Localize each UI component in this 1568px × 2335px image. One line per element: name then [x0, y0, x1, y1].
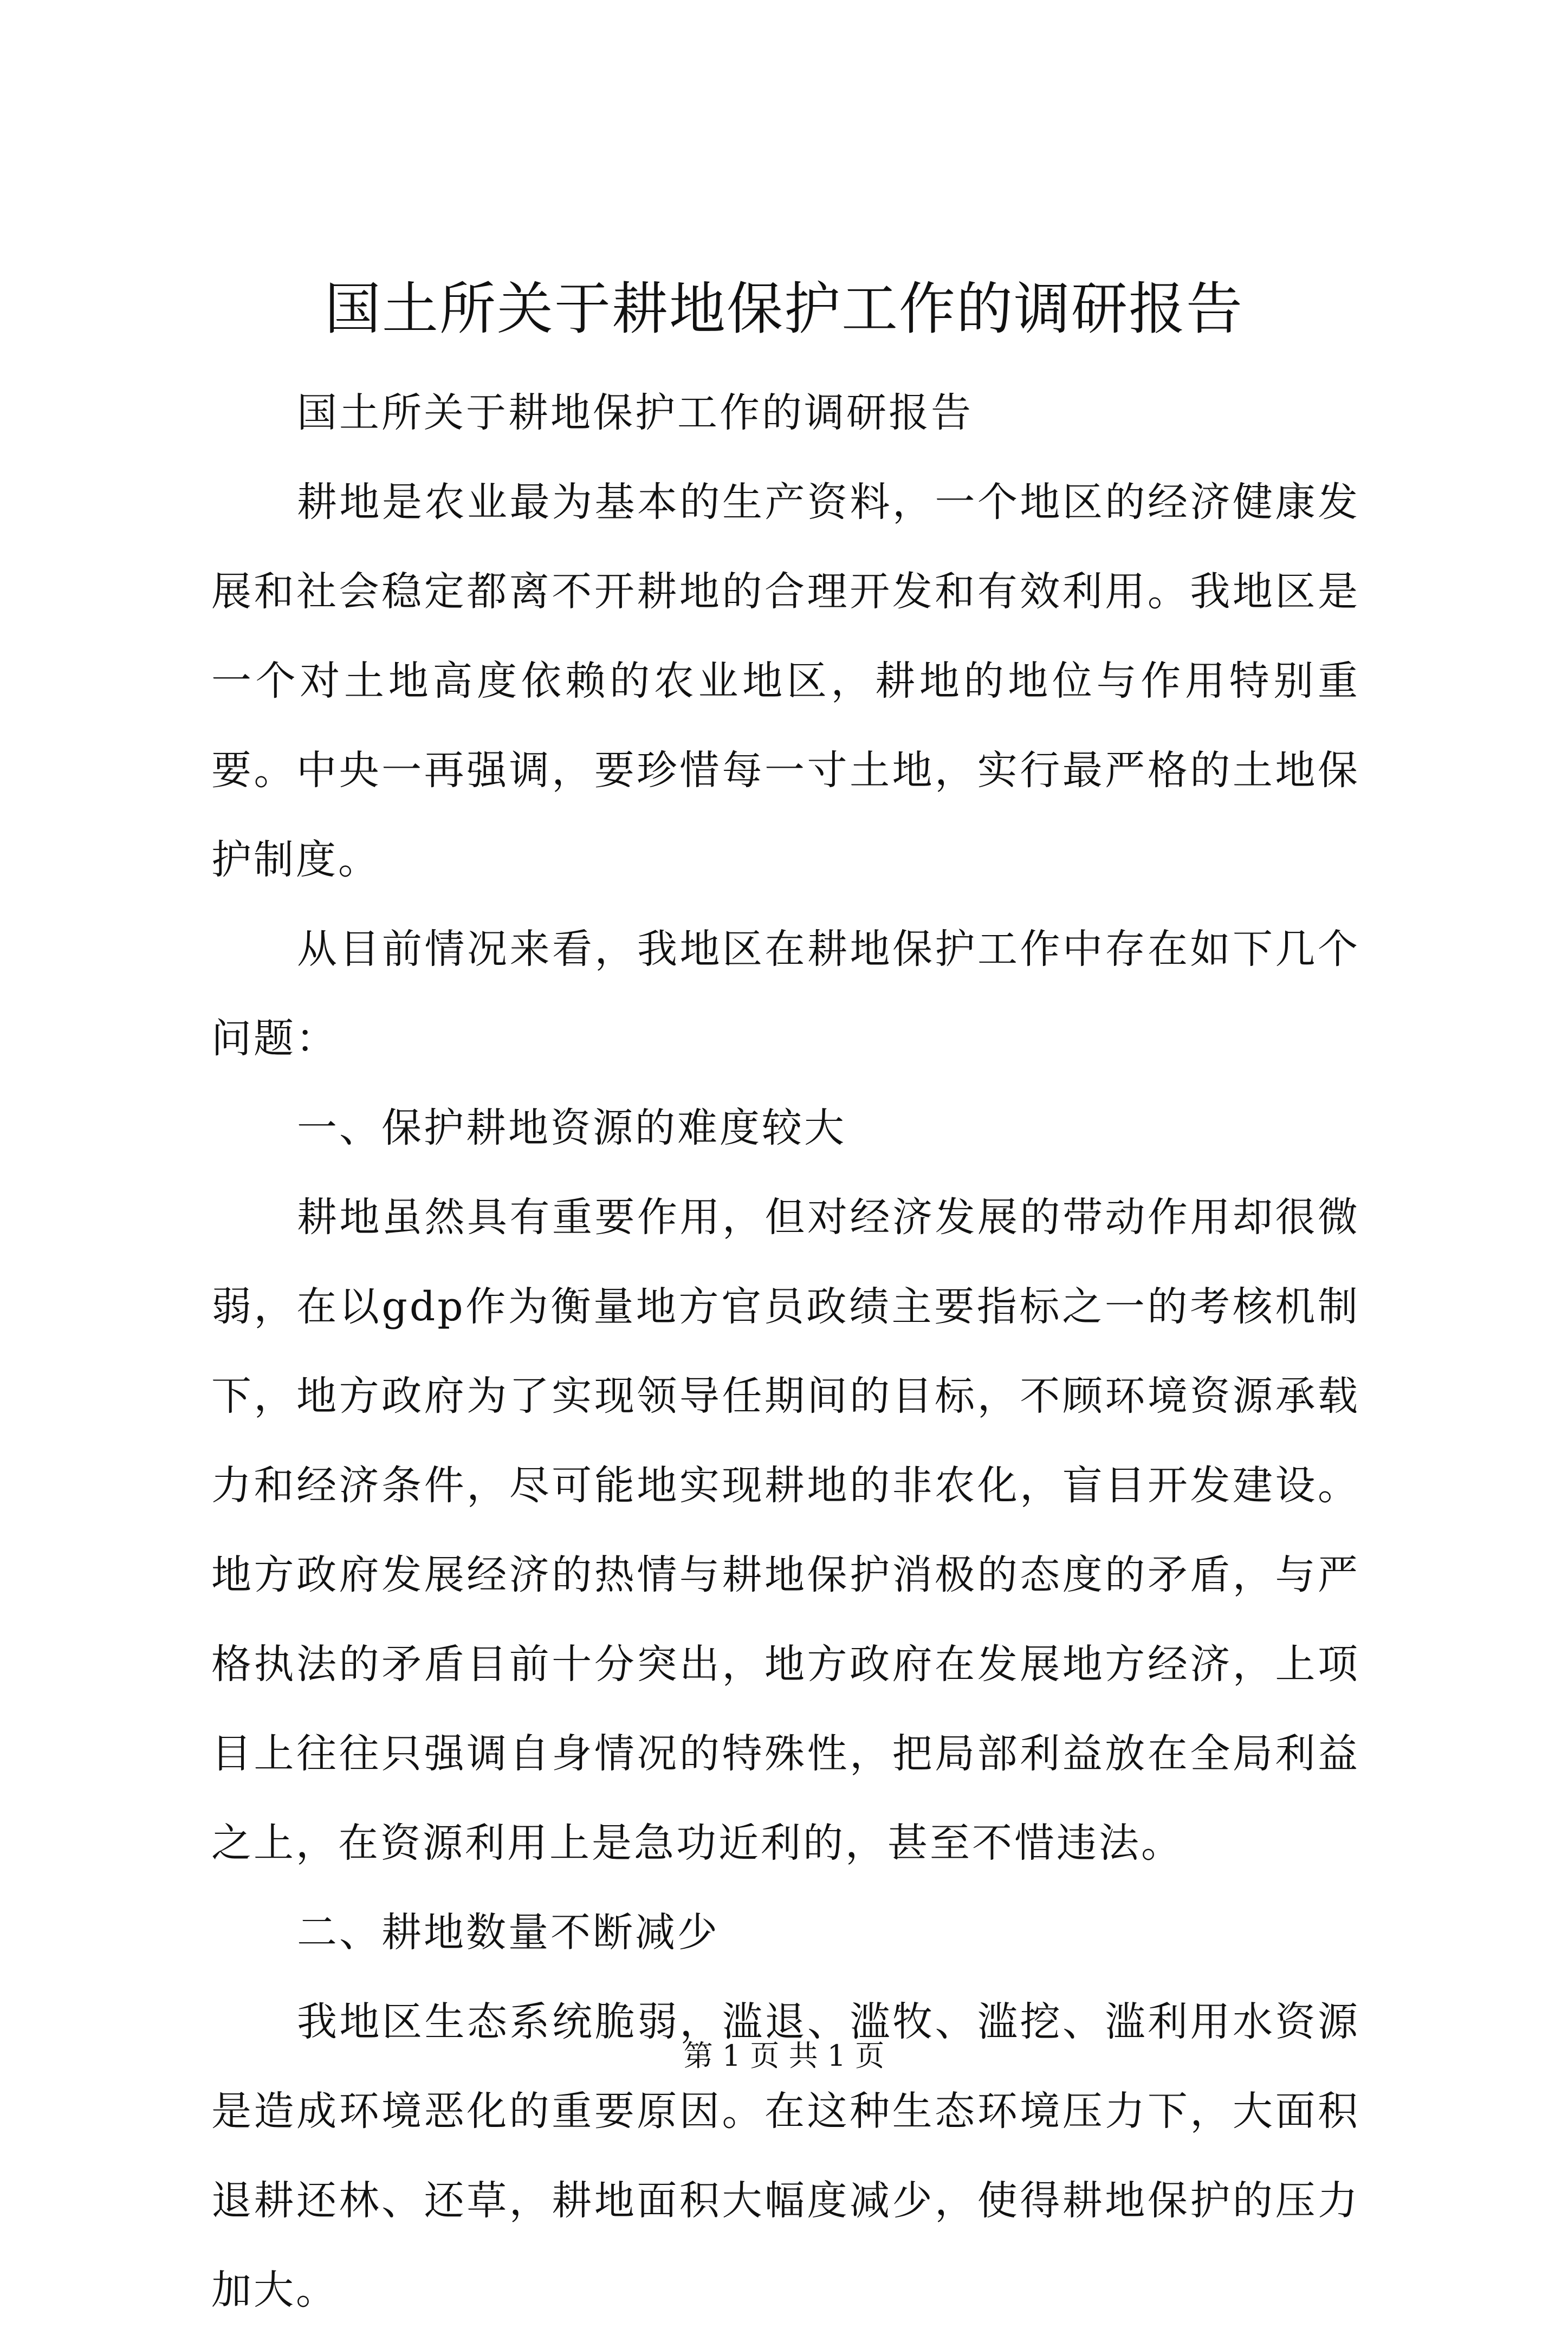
paragraph-subtitle: 国土所关于耕地保护工作的调研报告 — [297, 390, 973, 436]
section-heading-2: 二、耕地数量不断减少 — [297, 1909, 720, 1956]
paragraph-intro: 耕地是农业最为基本的生产资料，一个地区的经济健康发展和社会稳定都离不开耕地的合理开发和有效利用。我地区是一个对土地高度依赖的农业地区，耕地的地位与作用特别重要。中央一再强调，要珍惜每一寸土地，实行最严格的土地保护制度。 — [211, 479, 1360, 883]
document-title: 国土所关于耕地保护工作的调研报告 — [324, 276, 1243, 342]
paragraph-section-1: 耕地虽然具有重要作用，但对经济发展的带动作用却很微弱，在以gdp作为衡量地方官员政绩主要指标之一的考核机制下，地方政府为了实现领导任期间的目标，不顾环境资源承载力和经济条件，尽可能地实现耕地的非农化，盲目开发建设。地方政府发展经济的热情与耕地保护消极的态度的矛盾，与严格执法的矛盾目前十分突出，地方政府在发展地方经济，上项目上往往只强调自身情况的特殊性，把局部利益放在全局利益之上，在资源利用上是急功近利的，甚至不惜违法。 — [211, 1194, 1360, 1866]
section-heading-1: 一、保护耕地资源的难度较大 — [297, 1105, 846, 1151]
page-footer: 第 1 页 共 1 页 — [683, 2039, 885, 2073]
paragraph-problems-lead: 从目前情况来看，我地区在耕地保护工作中存在如下几个问题： — [211, 926, 1360, 1062]
paragraph-section-2: 我地区生态系统脆弱，滥退、滥牧、滥挖、滥利用水资源是造成环境恶化的重要原因。在这种生态环境压力下，大面积退耕还林、还草，耕地面积大幅度减少，使得耕地保护的压力加大。 — [211, 1999, 1360, 2313]
